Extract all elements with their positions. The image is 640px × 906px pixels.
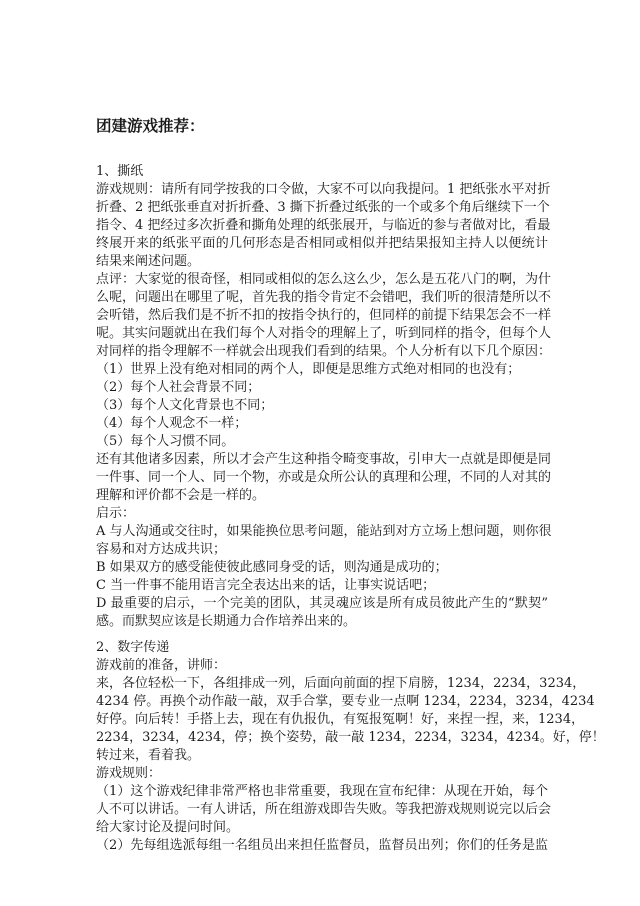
body-line: 理解和评价都不会是一样的。: [96, 488, 266, 503]
body-line: （1）这个游戏纪律非常严格也非常重要，我现在宣布纪律：从现在开始，每个: [96, 784, 548, 799]
body-line: 一件事、同一个人、同一个物，亦或是众所公认的真理和公理，不同的人对其的: [96, 470, 552, 485]
body-line: 好停。向后转！手搭上去，现在有仇报仇，有冤报冤啊！好，来捏一捏，来，1234，: [96, 712, 585, 727]
body-line: 终展开来的纸张平面的几何形态是否相同或相似并把结果报知主持人以便统计: [96, 236, 548, 251]
body-line: 会听错，然后我们是不折不扣的按指令执行的，但同样的前提下结果怎会不一样: [96, 308, 552, 323]
body-line: 2234，3234，4234，停；换个姿势，敲一敲 1234，2234，3234，4234。好，停！: [96, 730, 605, 745]
body-line: 游戏规则：: [96, 766, 162, 781]
body-line: 对同样的指令理解不一样就会出现我们看到的结果。个人分析有以下几个原因：: [96, 344, 552, 359]
body-line: 启示：: [96, 506, 136, 521]
document-title: 团建游戏推荐：: [96, 117, 205, 135]
body-line: D 最重要的启示，一个完美的团队，其灵魂应该是所有成员彼此产生的“默契”: [96, 596, 548, 611]
body-line: 指令、4 把经过多次折叠和撕角处理的纸张展开，与临近的参与者做对比，看最: [96, 218, 551, 233]
body-line: （1）世界上没有绝对相同的两个人，即便是思维方式绝对相同的也没有；: [96, 362, 521, 377]
body-line: 游戏前的准备，讲师：: [96, 658, 227, 673]
body-line: 人不可以讲话。一有人讲话，所在组游戏即告失败。等我把游戏规则说完以后会: [96, 802, 552, 817]
body-line: 给大家讨论及提问时间。: [96, 820, 240, 835]
body-line: （5）每个人习惯不同。: [96, 434, 235, 449]
body-line: 么呢，问题出在哪里了呢，首先我的指令肯定不会错吧，我们听的很清楚所以不: [96, 290, 552, 305]
body-line: 游戏规则：请所有同学按我的口令做，大家不可以向我提问。1 把纸张水平对折: [96, 182, 551, 197]
body-line: B 如果双方的感受能使彼此感同身受的话，则沟通是成功的；: [96, 560, 448, 575]
body-line: 来，各位轻松一下，各组排成一列，后面向前面的捏下肩膀，1234，2234，3234，: [96, 676, 586, 691]
body-line: 转过来，看着我。: [96, 748, 201, 763]
body-line: 1、撕纸: [96, 164, 144, 179]
body-line: （2）每个人社会背景不同；: [96, 380, 261, 395]
body-line: （4）每个人观念不一样；: [96, 416, 248, 431]
body-line: 结果来阐述问题。: [96, 254, 201, 269]
body-line: （2）先每组选派每组一名组员出来担任监督员，监督员出列；你们的任务是监: [96, 838, 548, 853]
body-line: 点评：大家觉的很奇怪，相同或相似的怎么这么少，怎么是五花八门的啊，为什: [96, 272, 552, 287]
body-line: 感。而默契应该是长期通力合作培养出来的。: [96, 614, 357, 629]
body-line: 4234 停。再换个动作敲一敲，双手合掌，要专业一点啊 1234，2234，3234，4234: [96, 694, 595, 709]
body-line: A 与人沟通或交往时，如果能换位思考问题，能站到对方立场上想问题，则你很: [96, 524, 552, 539]
body-line: C 当一件事不能用语言完全表达出来的话，让事实说话吧；: [96, 578, 436, 593]
body-line: 容易和对方达成共识；: [96, 542, 227, 557]
body-line: （3）每个人文化背景也不同；: [96, 398, 274, 413]
body-line: 还有其他诸多因素，所以才会产生这种指令畸变事故，引申大一点就是即便是同: [96, 452, 552, 467]
body-line: 折叠、2 把纸张垂直对折折叠、3 撕下折叠过纸张的一个或多个角后继续下一个: [96, 200, 550, 215]
body-line: 呢。其实问题就出在我们每个人对指令的理解上了，听到同样的指令，但每个人: [96, 326, 552, 341]
body-line: 2、数字传递: [96, 640, 170, 655]
